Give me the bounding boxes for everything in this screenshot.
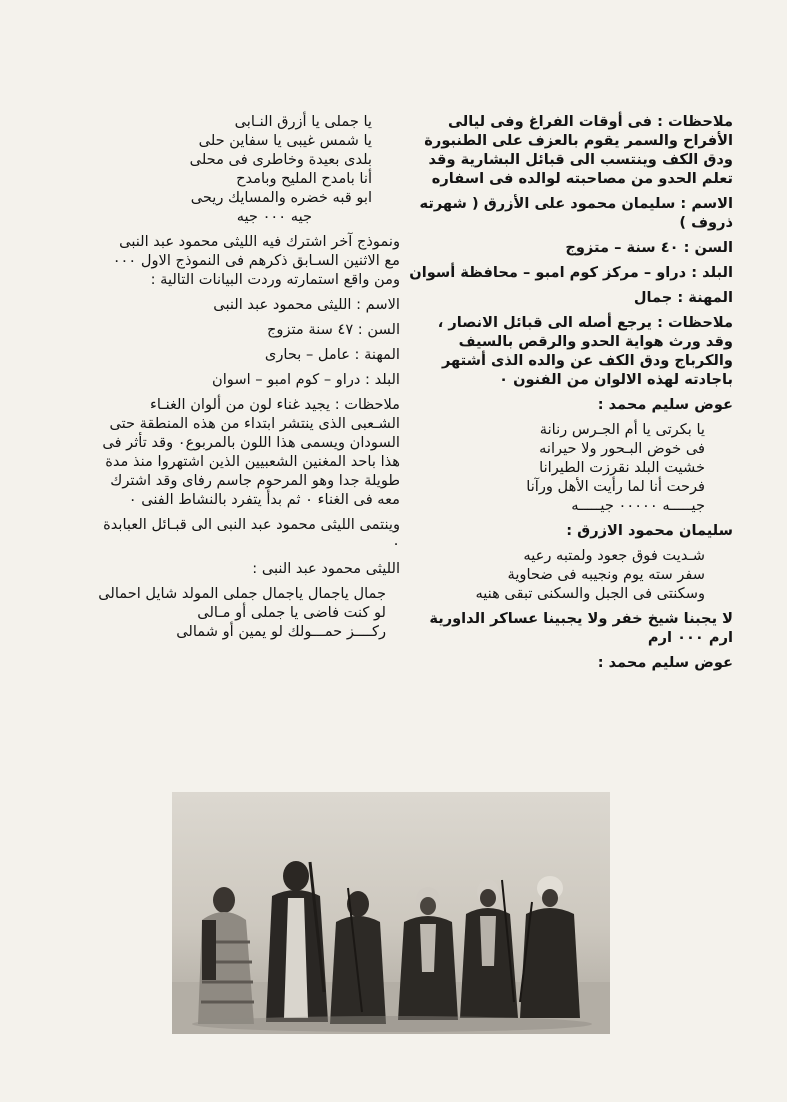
verse-line: يا جملى يا أزرق النـابى [234, 113, 372, 130]
field-job: المهنة : عامل – بحارى [264, 346, 400, 363]
verse-line: يا شمس غيبى يا سفاين حلى [198, 132, 372, 149]
group-photograph [172, 792, 610, 1034]
verse-line: يا بكرتى يا أم الجـرس رنانة [539, 421, 705, 438]
verse-line: لو كنت فاضى يا جملى أو مـالى [197, 604, 386, 621]
verse-block [408, 420, 733, 515]
verse-line: جيه ٠٠٠ جيه [236, 208, 312, 225]
verse-line: جيـــــه ٠٠٠٠٠ جيـــــه [571, 497, 705, 514]
singer-heading: الليثى محمود عبد النبى : [252, 560, 400, 577]
verse-line: وسكنتى فى الجبل والسكنى تبقى هنيه [475, 585, 705, 602]
verse-line: فرحت أنا لما رأيت الأهل ورآنا [526, 478, 705, 495]
verse-line: جمال ياجمال ياجمال جملى المولد شايل احمالى [98, 585, 386, 602]
right-column [408, 112, 733, 678]
field-job: المهنة : جمال [633, 289, 733, 306]
singer-heading: عوض سليم محمد : [597, 396, 733, 413]
field-name: الاسم : سليمان محمود على الأزرق ( شهرته ذروف ) [419, 195, 733, 231]
field-notes: ملاحظات : يرجع أصله الى قبائل الانصار ، وقد ورث هواية الحدو والرقص بالسيف والكرباج ودق الكف عن والده الذى أشتهر باجادته لهذه الالوان من الفنون ٠ [437, 314, 733, 388]
verse-block [100, 112, 400, 226]
field-notes: ملاحظات : يجيد غناء لون من ألوان الغنـاء الشـعبى الذى ينتشر ابتداء من هذه المنطقة حتى السودان ويسمى هذا اللون بالمربوع٠ وقد تأثر فى هذا باحد المغنين الشعبيين الذين اشتهروا منذ مدة طويلة جدا وهو المرحوم جاسم رفاى وقد اشترك معه فى الغناء ٠ ثم بدأ يتفرد بالنشاط الفنى ٠ [102, 396, 400, 508]
singer-heading: عوض سليم محمد : [597, 654, 733, 671]
verse-line: خشيت البلد نقرزت الطيرانا [539, 459, 705, 476]
verse-line: ركــــز حمـــولك لو يمين أو شمالى [176, 623, 386, 640]
verse-tail: لا يجبنا شيخ خفر ولا يجبينا عساكر الداورية ارم ٠٠٠ ارم [429, 610, 733, 646]
verse-line: سفر سته يوم ونجيبه فى ضحاوية [507, 566, 705, 583]
photo-illustration [172, 792, 610, 1034]
verse-line: بلدى بعيدة وخاطرى فى محلى [189, 151, 372, 168]
field-name: الاسم : الليثى محمود عبد النبى [213, 296, 400, 313]
field-town: البلد : دراو – كوم امبو – اسوان [212, 371, 400, 388]
left-column [100, 112, 400, 647]
ground-shadow [192, 1016, 592, 1032]
tribe-note: وينتمى الليثى محمود عبد النبى الى قبـائل العبابدة ٠ [103, 516, 400, 552]
notes-intro: ملاحظات : فى أوقات الفراغ وفى ليالى الأفراح والسمر يقوم بالعزف على الطنبورة ودق الكف وينتسب الى قبائل البشارية وقد تعلم الحدو من مصاحبته لوالده فى اسفاره [424, 113, 733, 187]
field-town: البلد : دراو – مركز كوم امبو – محافظة أسوان [409, 264, 733, 281]
verse-line: ابو قبه خضره والمسايك ريحى [190, 189, 372, 206]
verse-block [408, 546, 733, 603]
verse-line: شـديت فوق جعود ولمتبه رعيه [523, 547, 705, 564]
field-age: السن : ٤٠ سنة – متزوج [565, 239, 733, 256]
field-age: السن : ٤٧ سنة متزوج [267, 321, 400, 338]
singer-heading: سليمان محمود الازرق : [566, 522, 733, 539]
verse-line: أنا بامدح المليح وبامدح [236, 170, 372, 187]
verse-line: فى خوض البـحور ولا حيرانه [539, 440, 705, 457]
example-intro: ونموذج آخر اشترك فيه الليثى محمود عبد النبى مع الاثنين السـابق ذكرهم فى النموذج الاول ٠٠٠ ومن واقع استمارته وردت البيانات التالية : [112, 233, 400, 288]
verse-block [100, 584, 400, 641]
